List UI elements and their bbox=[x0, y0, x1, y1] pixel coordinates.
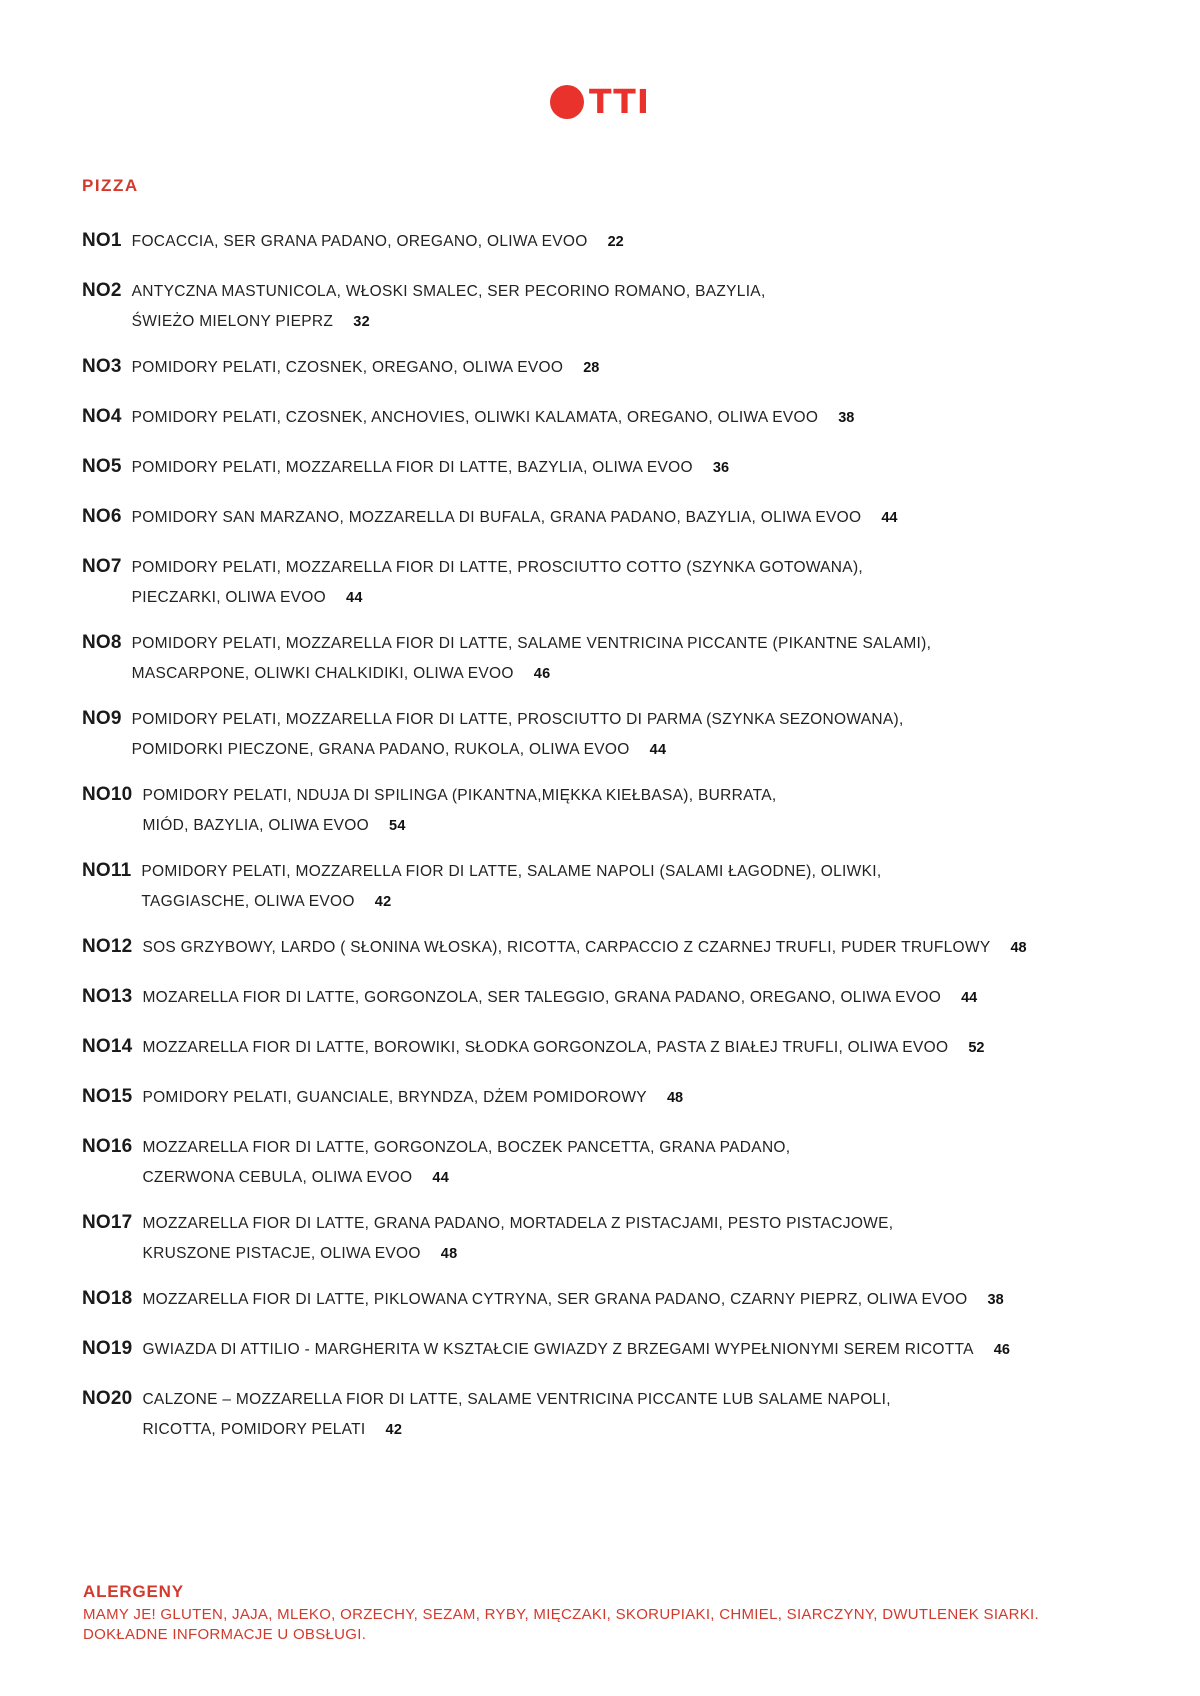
item-price: 44 bbox=[346, 590, 363, 606]
item-description: ANTYCZNA MASTUNICOLA, WŁOSKI SMALEC, SER PECORINO ROMANO, BAZYLIA, bbox=[131, 283, 766, 300]
item-price: 54 bbox=[389, 818, 406, 834]
item-description: POMIDORY PELATI, CZOSNEK, ANCHOVIES, OLIWKI KALAMATA, OREGANO, OLIWA EVOO bbox=[131, 409, 819, 426]
item-number: NO12 bbox=[82, 936, 133, 957]
item-number: NO5 bbox=[82, 456, 122, 477]
menu-item-line bbox=[82, 356, 1122, 384]
item-description: MOZZARELLA FIOR DI LATTE, GORGONZOLA, BOCZEK PANCETTA, GRANA PADANO, bbox=[142, 1139, 791, 1156]
item-price: 48 bbox=[440, 1246, 458, 1262]
logo-circle-icon bbox=[550, 85, 584, 119]
item-number: NO13 bbox=[82, 986, 133, 1007]
item-description: CALZONE – MOZZARELLA FIOR DI LATTE, SALAME VENTRICINA PICCANTE LUB SALAME NAPOLI, bbox=[142, 1391, 891, 1408]
menu-item bbox=[82, 1338, 1122, 1366]
item-number: NO7 bbox=[82, 556, 122, 577]
item-description-line-2: KRUSZONE PISTACJE, OLIWA EVOO bbox=[142, 1245, 421, 1262]
item-description-line-2: MASCARPONE, OLIWKI CHALKIDIKI, OLIWA EVOO bbox=[131, 665, 514, 682]
item-description-line-2: ŚWIEŻO MIELONY PIEPRZ bbox=[131, 313, 334, 330]
menu-item bbox=[82, 986, 1122, 1014]
menu-item bbox=[82, 708, 1122, 764]
item-description-line-2: CZERWONA CEBULA, OLIWA EVOO bbox=[142, 1169, 413, 1186]
item-description-continued bbox=[82, 584, 1122, 612]
menu-item bbox=[82, 1288, 1122, 1316]
item-description-line-2: POMIDORKI PIECZONE, GRANA PADANO, RUKOLA, OLIWA EVOO bbox=[131, 741, 630, 758]
item-number: NO1 bbox=[82, 230, 122, 251]
menu-item-line bbox=[82, 230, 1122, 258]
item-description: POMIDORY PELATI, CZOSNEK, OREGANO, OLIWA EVOO bbox=[131, 359, 564, 376]
item-price: 48 bbox=[1010, 940, 1027, 956]
menu-item-line bbox=[82, 1212, 1122, 1240]
menu-item-line bbox=[82, 1338, 1122, 1366]
menu-item bbox=[82, 1086, 1122, 1114]
item-description-continued bbox=[82, 1240, 1122, 1268]
item-description-continued bbox=[82, 308, 1122, 336]
menu-item bbox=[82, 1036, 1122, 1064]
item-price: 44 bbox=[432, 1170, 450, 1186]
logo-text: TTI bbox=[588, 82, 651, 121]
menu-item-line bbox=[82, 406, 1122, 434]
item-price: 46 bbox=[993, 1342, 1010, 1358]
item-description-line-2: MIÓD, BAZYLIA, OLIWA EVOO bbox=[142, 817, 369, 834]
menu-item-line bbox=[82, 860, 1122, 888]
menu-item-line bbox=[82, 556, 1122, 584]
item-price: 52 bbox=[968, 1040, 985, 1056]
menu-item-line bbox=[82, 1136, 1122, 1164]
item-number: NO9 bbox=[82, 708, 122, 729]
item-price: 44 bbox=[649, 742, 667, 758]
item-price: 22 bbox=[607, 234, 624, 250]
menu-item bbox=[82, 556, 1122, 612]
item-number: NO20 bbox=[82, 1388, 133, 1409]
item-number: NO4 bbox=[82, 406, 122, 427]
allergens-line-2: DOKŁADNE INFORMACJE U OBSŁUGI. bbox=[83, 1626, 367, 1643]
menu-item-line bbox=[82, 986, 1122, 1014]
item-description: POMIDORY PELATI, MOZZARELLA FIOR DI LATTE, BAZYLIA, OLIWA EVOO bbox=[131, 459, 693, 476]
menu-item bbox=[82, 406, 1122, 434]
item-price: 42 bbox=[374, 894, 392, 910]
item-description-line-2: RICOTTA, POMIDORY PELATI bbox=[142, 1421, 366, 1438]
item-price: 32 bbox=[353, 314, 370, 330]
item-description-continued bbox=[82, 1416, 1122, 1444]
menu-item-line bbox=[82, 784, 1122, 812]
menu-item bbox=[82, 1388, 1122, 1444]
item-description-continued bbox=[82, 1164, 1122, 1192]
item-number: NO8 bbox=[82, 632, 122, 653]
menu-item bbox=[82, 1136, 1122, 1192]
item-number: NO6 bbox=[82, 506, 122, 527]
item-description: POMIDORY PELATI, NDUJA DI SPILINGA (PIKANTNA,MIĘKKA KIEŁBASA), BURRATA, bbox=[142, 787, 777, 804]
item-description: MOZZARELLA FIOR DI LATTE, PIKLOWANA CYTRYNA, SER GRANA PADANO, CZARNY PIEPRZ, OLIWA EVOO bbox=[142, 1291, 968, 1308]
item-description: POMIDORY PELATI, MOZZARELLA FIOR DI LATTE, PROSCIUTTO DI PARMA (SZYNKA SEZONOWANA), bbox=[131, 711, 904, 728]
item-description-continued bbox=[82, 660, 1122, 688]
menu-item bbox=[82, 456, 1122, 484]
item-number: NO3 bbox=[82, 356, 122, 377]
menu-item bbox=[82, 280, 1122, 336]
item-price: 36 bbox=[712, 460, 730, 476]
item-description: MOZARELLA FIOR DI LATTE, GORGONZOLA, SER TALEGGIO, GRANA PADANO, OREGANO, OLIWA EVOO bbox=[142, 989, 942, 1006]
item-description: MOZZARELLA FIOR DI LATTE, BOROWIKI, SŁODKA GORGONZOLA, PASTA Z BIAŁEJ TRUFLI, OLIWA EVOO bbox=[142, 1039, 949, 1056]
menu-item bbox=[82, 860, 1122, 916]
item-description-line-2: TAGGIASCHE, OLIWA EVOO bbox=[141, 893, 355, 910]
menu-item-line bbox=[82, 280, 1122, 308]
item-description: MOZZARELLA FIOR DI LATTE, GRANA PADANO, MORTADELA Z PISTACJAMI, PESTO PISTACJOWE, bbox=[142, 1215, 894, 1232]
menu-item-line bbox=[82, 1288, 1122, 1316]
item-price: 46 bbox=[533, 666, 551, 682]
item-description: POMIDORY PELATI, GUANCIALE, BRYNDZA, DŻEM POMIDOROWY bbox=[142, 1089, 647, 1106]
item-number: NO17 bbox=[82, 1212, 133, 1233]
item-price: 44 bbox=[881, 510, 898, 526]
item-price: 28 bbox=[583, 360, 600, 376]
menu-item bbox=[82, 936, 1122, 964]
menu-item bbox=[82, 506, 1122, 534]
menu-item bbox=[82, 356, 1122, 384]
menu-item-line bbox=[82, 632, 1122, 660]
menu-item-line bbox=[82, 708, 1122, 736]
menu-item-line bbox=[82, 1388, 1122, 1416]
item-number: NO2 bbox=[82, 280, 122, 301]
menu-item bbox=[82, 784, 1122, 840]
section-title: PIZZA bbox=[82, 176, 139, 195]
item-description: SOS GRZYBOWY, LARDO ( SŁONINA WŁOSKA), RICOTTA, CARPACCIO Z CZARNEJ TRUFLI, PUDER TRUFLOWY bbox=[142, 939, 991, 956]
item-description: FOCACCIA, SER GRANA PADANO, OREGANO, OLIWA EVOO bbox=[131, 233, 588, 250]
menu-item bbox=[82, 632, 1122, 688]
item-number: NO11 bbox=[82, 860, 132, 881]
item-description: POMIDORY SAN MARZANO, MOZZARELLA DI BUFALA, GRANA PADANO, BAZYLIA, OLIWA EVOO bbox=[131, 509, 862, 526]
menu-item-line bbox=[82, 1086, 1122, 1114]
item-number: NO19 bbox=[82, 1338, 133, 1359]
item-price: 38 bbox=[838, 410, 855, 426]
logo-mark bbox=[550, 82, 651, 121]
item-description-continued bbox=[82, 736, 1122, 764]
item-description: POMIDORY PELATI, MOZZARELLA FIOR DI LATTE, SALAME VENTRICINA PICCANTE (PIKANTNE SALAMI), bbox=[131, 635, 932, 652]
item-description-continued bbox=[82, 888, 1122, 916]
item-number: NO16 bbox=[82, 1136, 133, 1157]
menu-item-line bbox=[82, 456, 1122, 484]
item-price: 38 bbox=[987, 1292, 1004, 1308]
allergens-section bbox=[83, 1582, 1143, 1645]
item-description-line-2: PIECZARKI, OLIWA EVOO bbox=[131, 589, 327, 606]
item-number: NO15 bbox=[82, 1086, 133, 1107]
item-description: GWIAZDA DI ATTILIO - MARGHERITA W KSZTAŁCIE GWIAZDY Z BRZEGAMI WYPEŁNIONYMI SEREM RICOTTA bbox=[142, 1341, 974, 1358]
logo bbox=[0, 82, 1200, 122]
menu-item-line bbox=[82, 1036, 1122, 1064]
item-price: 44 bbox=[961, 990, 978, 1006]
menu-item bbox=[82, 1212, 1122, 1268]
allergens-line-1: MAMY JE! GLUTEN, JAJA, MLEKO, ORZECHY, SEZAM, RYBY, MIĘCZAKI, SKORUPIAKI, CHMIEL, SIARCZYNY, DWUTLENEK SIARKI. bbox=[83, 1606, 1039, 1623]
item-price: 48 bbox=[666, 1090, 684, 1106]
item-description: POMIDORY PELATI, MOZZARELLA FIOR DI LATTE, SALAME NAPOLI (SALAMI ŁAGODNE), OLIWKI, bbox=[141, 863, 882, 880]
item-description: POMIDORY PELATI, MOZZARELLA FIOR DI LATTE, PROSCIUTTO COTTO (SZYNKA GOTOWANA), bbox=[131, 559, 864, 576]
item-number: NO14 bbox=[82, 1036, 133, 1057]
allergens-title: ALERGENY bbox=[83, 1582, 184, 1601]
item-description-continued bbox=[82, 812, 1122, 840]
menu-item-line bbox=[82, 936, 1122, 964]
menu-item-line bbox=[82, 506, 1122, 534]
item-price: 42 bbox=[385, 1422, 403, 1438]
menu-item bbox=[82, 230, 1122, 258]
item-number: NO10 bbox=[82, 784, 133, 805]
item-number: NO18 bbox=[82, 1288, 133, 1309]
